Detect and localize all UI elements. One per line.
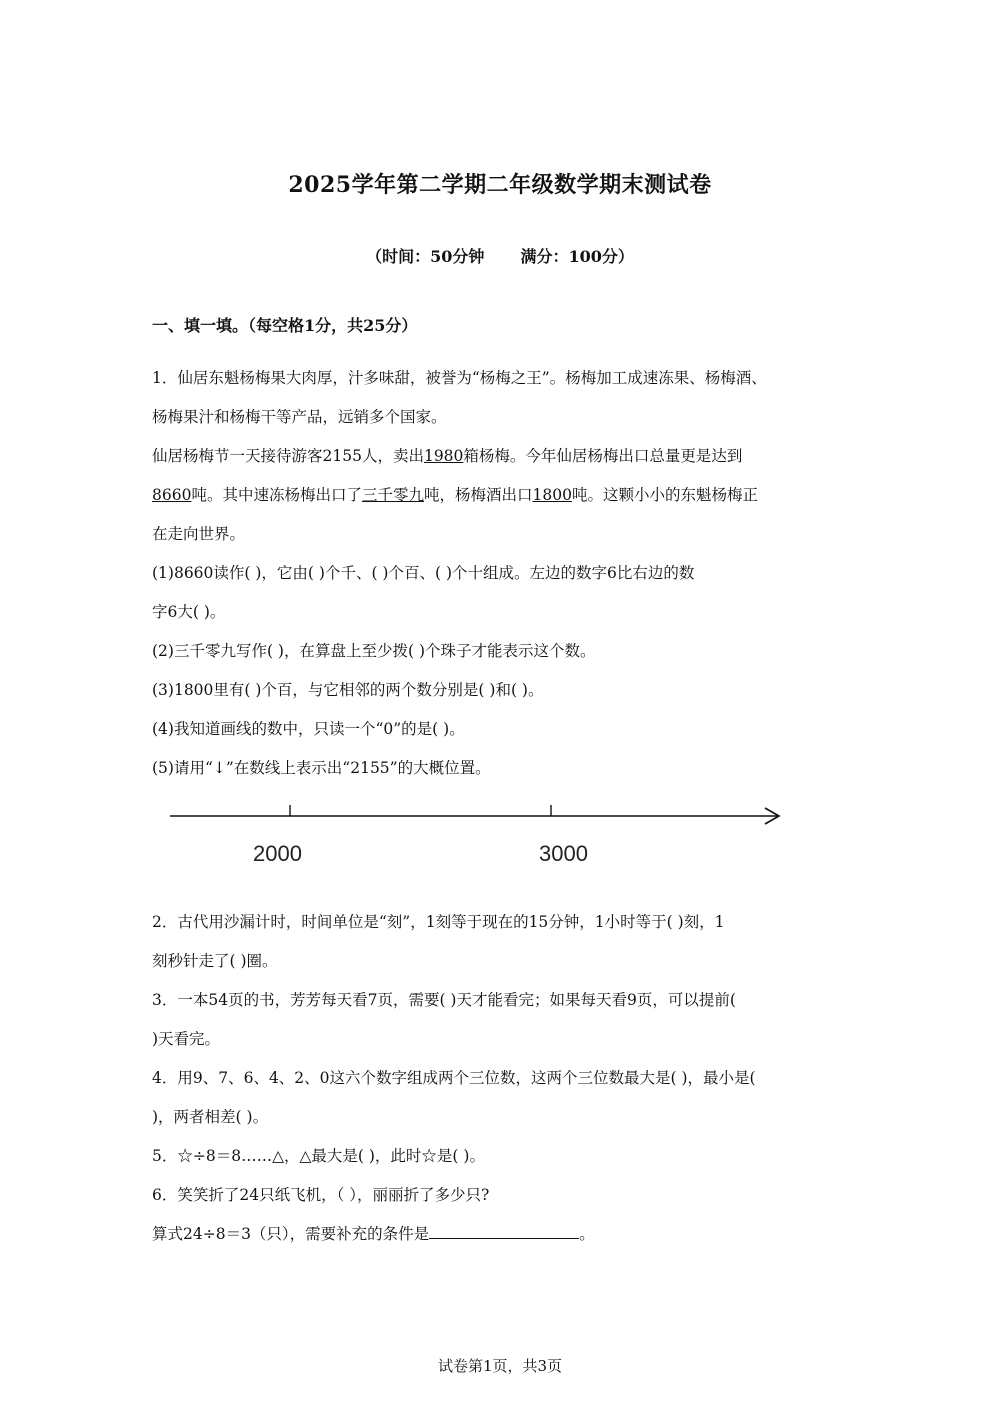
- number-line: [165, 795, 795, 875]
- q1-sub4: (4)我知道画线的数中，只读一个“0”的是( )。: [152, 720, 465, 738]
- q1-paragraph-line3: [152, 445, 742, 467]
- q1-intro-line2: 杨梅果汁和杨梅干等产品，远销多个国家。: [152, 408, 447, 426]
- exam-score: 满分：100分）: [520, 247, 634, 266]
- tick-label-3000: 3000: [539, 841, 588, 866]
- exam-time: （时间：50分钟: [366, 247, 485, 266]
- q1-paragraph-line5: 在走向世界。: [152, 525, 246, 543]
- q1-sub2: (2)三千零九写作( )，在算盘上至少拨( )个珠子才能表示这个数。: [152, 642, 596, 660]
- text-span: 吨。这颗小小的东魁杨梅正: [571, 486, 758, 504]
- text-span: 吨。其中速冻杨梅出口了: [191, 486, 362, 504]
- q1-paragraph-line4: [152, 484, 758, 506]
- q1-sub5: (5)请用“↓”在数线上表示出“2155”的大概位置。: [152, 759, 491, 777]
- q6-line1: 6．笑笑折了24只纸飞机，（ ），丽丽折了多少只?: [152, 1186, 490, 1204]
- q6-line2: [152, 1223, 595, 1245]
- text-span: 仙居杨梅节一天接待游客2155人，卖出: [152, 447, 424, 465]
- q1-intro-line1: 1．仙居东魁杨梅果大肉厚，汁多味甜，被誉为“杨梅之王”。杨梅加工成速冻果、杨梅酒、: [152, 369, 767, 387]
- page-title: 2025学年第二学期二年级数学期末测试卷: [288, 172, 712, 198]
- q3-line2: )天看完。: [152, 1030, 221, 1048]
- tick-label-2000: 2000: [253, 841, 302, 866]
- q2-line2: 刻秒针走了( )圈。: [152, 952, 278, 970]
- answer-blank[interactable]: [429, 1224, 579, 1239]
- underlined-number: 三千零九: [361, 486, 424, 504]
- q5-line: 5．☆÷8＝8……△，△最大是( )，此时☆是( )。: [152, 1147, 485, 1165]
- q1-sub1-line1: (1)8660读作( )，它由( )个千、( )个百、( )个十组成。左边的数字6比右边的数: [152, 564, 695, 582]
- underlined-number: 1800: [532, 486, 572, 504]
- text-span: 。: [579, 1225, 595, 1243]
- q1-sub3: (3)1800里有( )个百，与它相邻的两个数分别是( )和( )。: [152, 681, 544, 699]
- underlined-number: 8660: [152, 486, 192, 504]
- q4-line1: 4．用9、7、6、4、2、0这六个数字组成两个三位数，这两个三位数最大是( )，最小是(: [152, 1069, 756, 1087]
- q3-line1: 3．一本54页的书，芳芳每天看7页，需要( )天才能看完；如果每天看9页，可以提前(: [152, 991, 736, 1009]
- underlined-number: 1980: [423, 447, 464, 465]
- page-footer: 试卷第1页，共3页: [437, 1357, 563, 1375]
- q1-sub1-line2: 字6大( )。: [152, 603, 226, 621]
- text-span: 吨，杨梅酒出口: [423, 486, 533, 504]
- q2-line1: 2．古代用沙漏计时，时间单位是“刻”，1刻等于现在的15分钟，1小时等于( )刻，1: [152, 913, 725, 931]
- exam-info: [0, 244, 1000, 267]
- text-span: 箱杨梅。今年仙居杨梅出口总量更是达到: [463, 447, 743, 465]
- text-span: 算式24÷8＝3（只），需要补充的条件是: [152, 1225, 430, 1243]
- section-heading: 一、填一填。（每空格1分，共25分）: [152, 316, 418, 335]
- q4-line2: )，两者相差( )。: [152, 1108, 269, 1126]
